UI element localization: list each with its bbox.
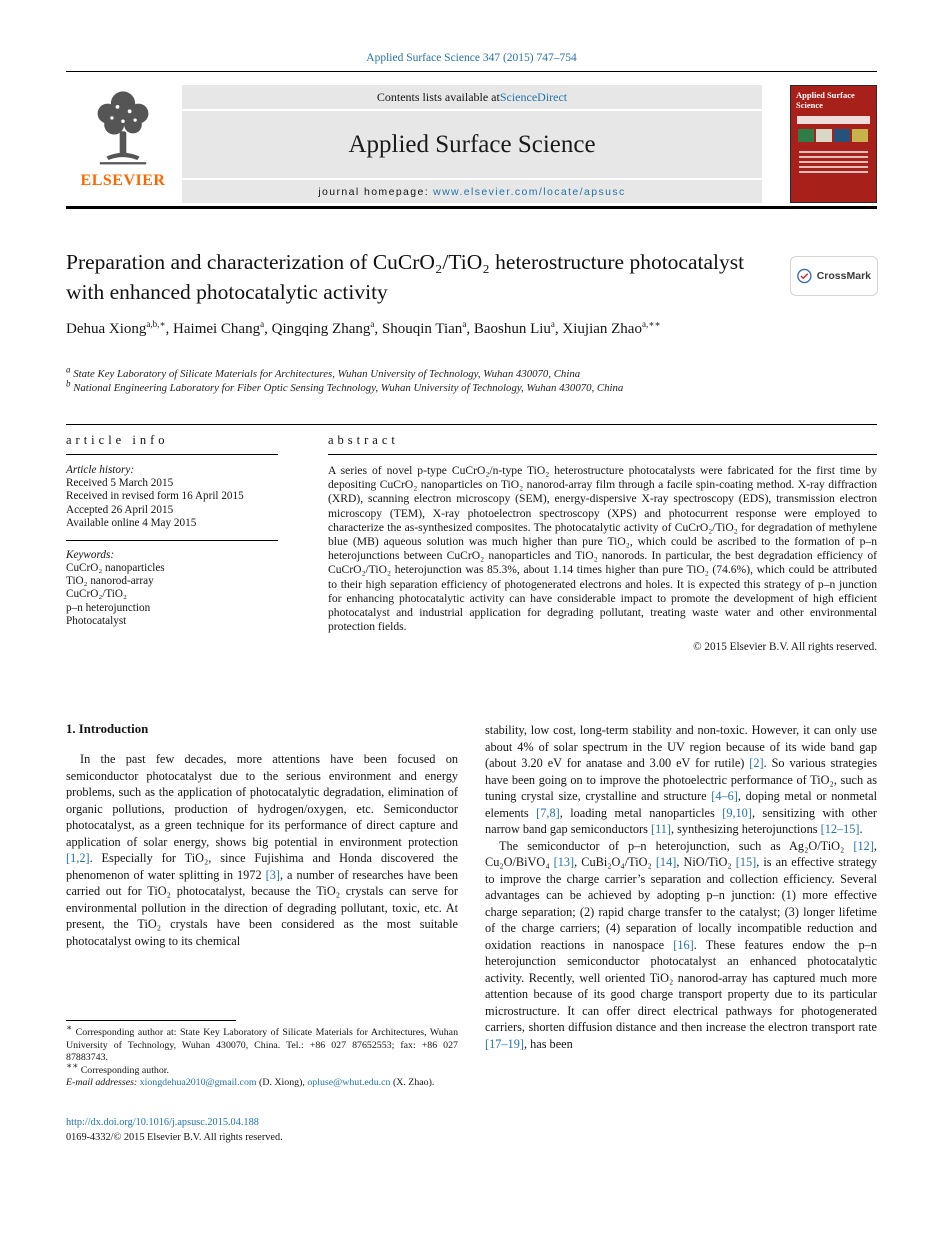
author: Dehua Xiong$^{a,b,∗}$, [66,319,174,337]
citation-link[interactable]: [7,8] [536,805,560,820]
author: Baoshun Liu$^a$, [473,319,563,337]
journal-name: Applied Surface Science [348,130,596,158]
title-rule [66,206,877,209]
article-info-column [66,425,278,653]
author: Haimei Chang$^a$, [173,319,272,337]
info-line: Accepted 26 April 2015 [66,503,174,516]
body-right-column [485,722,877,1052]
info-line: CuCrO₂/TiO₂ [66,588,127,601]
info-line: CuCrO₂ nanoparticles [66,561,165,574]
footnote-rule [66,1020,236,1021]
citation-link[interactable]: [17–19] [485,1036,524,1051]
author: Shouqin Tian$^a$, [381,319,474,337]
journal-citation[interactable]: Applied Surface Science 347 (2015) 747–754 [366,52,577,64]
citation-link[interactable]: [14] [655,855,677,869]
info-line: Received in revised form 16 April 2015 [66,490,244,503]
keywords-label: Keywords: [66,548,115,561]
homepage-prefix: journal homepage: [318,185,430,198]
info-line: Photocatalyst [66,615,127,628]
email-link-2[interactable]: opluse@whut.edu.cn [307,1077,391,1089]
article-info-header: article info [66,433,169,447]
citation-link[interactable]: [13] [553,855,575,869]
footnote-text: Corresponding author at: State Key Laboratory of Silicate Materials for Architectures, Wuhan University of Technology, Wuhan 430070, China. Tel.: +86 027 87652553; fax: +86 027 87883743. [66,1027,459,1064]
footnote-marker: ∗∗ [66,1060,79,1071]
citation-link[interactable]: [3] [265,867,280,882]
crossmark-badge[interactable] [790,256,878,296]
crossmark-icon [797,263,812,289]
citation-link[interactable]: [9,10] [722,805,752,820]
elsevier-logo[interactable] [66,85,180,203]
footnotes [66,1020,458,1090]
citation-link[interactable]: [15] [735,855,757,869]
homepage-line [182,178,762,203]
info-line: TiO₂ nanorod-array [66,575,154,588]
author-list [66,318,771,340]
citation-link[interactable]: [2] [749,756,764,770]
header-divider [66,71,877,72]
affiliations [66,364,826,395]
article-title: Preparation and characterization of CuCrO₂/TiO₂ heterostructure photocatalyst with enhanced photocatalytic activity [66,250,745,304]
citation-link[interactable]: [1,2] [66,851,90,865]
article-info-rule [66,454,278,455]
email-link-1[interactable]: xiongdehua2010@gmail.com [139,1077,257,1089]
doi-link[interactable]: http://dx.doi.org/10.1016/j.apsusc.2015.04.188 [66,1117,259,1128]
abstract-column [328,425,877,653]
crossmark-label: CrossMark [816,270,871,282]
contents-prefix: Contents lists available at [376,89,500,104]
journal-homepage-link[interactable]: www.elsevier.com/locate/apsusc [433,185,626,198]
article-body [66,722,877,1052]
citation-link[interactable]: [12–15] [820,822,860,836]
author: Xiujian Zhao$^{a,∗∗}$ [562,319,661,337]
affiliation: $^a$ State Key Laboratory of Silicate Materials for Architectures, Wuhan University of Technology, Wuhan 430070, China [66,364,581,380]
copyright-line: © 2015 Elsevier B.V. All rights reserved. [693,641,877,654]
journal-cover-art [797,116,870,196]
body-left-column [66,722,458,1052]
journal-header [66,85,877,203]
abstract-text: A series of novel p-type CuCrO₂/n-type TiO₂ heterostructure photocatalysts were fabricated for the first time by depositing CuCrO₂ nanoparticles on TiO₂ nanorod-array film through a facile spin-coating method. X-ray diffraction (XRD), scanning electron microscopy (SEM), energy-dispersive X-ray spectroscopy (EDS), transmission electron microscopy (TEM), X-ray photoelectron spectroscopy (XPS) and photocurrent response were employed to characterize the as-synthesized composites. The photocatalytic activity of CuCrO₂/TiO₂ for degradation of methylene blue (MB) aqueous solution was much higher than pure TiO₂, which could be ascribed to the formation of p–n heterojunctions between CuCrO₂ nanoparticles and TiO₂ nanorods. In particular, the best degradation efficiency of CuCrO₂/TiO₂ heterojunction was 85.3%, about 1.14 times higher than pure TiO₂ (74.6%), which could be attributed to their high separation efficiency of photogenerated electrons and holes. It is expected this strategy of p–n junction for enhancing photocatalytic activity can have considerable impact to promote the development of high efficient photocatalyst and industrial application for degrading pollutant, treating waste water and other environmental protection fields. [328,464,877,634]
footnote-marker: ∗ [66,1022,73,1033]
contents-line [182,85,762,111]
abstract-rule [328,454,877,455]
history-label: Article history: [66,464,135,476]
corresponding-author-note-2 [66,1060,458,1078]
info-abstract-section [66,424,877,653]
issn-copyright: 0169-4332/© 2015 Elsevier B.V. All rights reserved. [66,1131,283,1143]
corresponding-author-note-1 [66,1022,459,1065]
journal-banner [182,85,762,203]
author: Qingqing Zhang$^a$, [271,319,382,337]
keywords-list [66,562,278,629]
info-line: Available online 4 May 2015 [66,517,197,530]
journal-cover-title: Applied Surface Science [796,90,855,110]
email-addresses-note [66,1077,458,1090]
intro-paragraph-right-1: stability, low cost, long-term stability and non-toxic. However, it can only use about 4% of solar spectrum in the UV region because of its wide band gap (about 3.20 eV for anatase and 3.00 eV for rutile) [2]. So various strategies have been going on to improve the photoelectric performance of TiO₂, such as tuning crystal size, crystalline and structure [4–6], doping metal or nonmetal elements [7,8], loading metal nanoparticles [9,10], sensitizing with other narrow band gap semiconductors [11], synthesizing heterojunctions [12–15]. [485,723,878,836]
keywords-divider [66,540,278,541]
elsevier-tree-icon [84,87,162,171]
intro-paragraph-right-2: The semiconductor of p–n heterojunction, such as Ag₂O/TiO₂ [12], Cu₂O/BiVO₄ [13], CuBi₂O₄/TiO₂ [14], NiO/TiO₂ [15], is an effective strategy to improve the charge carrier’s separation and collection efficiency. Several advantages can be achieved by adopting p–n junction: (1) more effective charge separation; (2) rapid charge transfer to the catalyst; (3) longer lifetime of the charge carriers; (4) separation of locally incompatible reduction and oxidation reactions in nanospace [16]. These features endow the p–n heterojunction semiconductor photocatalyst an enhanced photocatalytic activity. Recently, well oriented TiO₂ nanorod-array has captured much more attention because of its good charge transport property due to its particular microstructure. It can offer direct electrical pathways for photogenerated carriers, shorten diffusion distance and then increase the electron transport rate [17–19], has been [485,838,878,1051]
email-label: E-mail addresses: [66,1077,138,1089]
section-heading-introduction: 1. Introduction [66,722,149,736]
email-suffix-1: (D. Xiong), [256,1077,308,1089]
intro-paragraph-left: In the past few decades, more attentions have been focused on semiconductor photocatalyst due to the serious environment and energy problems, such as the application of photocatalytic degradation, elimination of organic pollutions, production of hydrogen/oxygen, etc. Semiconductor photocatalyst, as a green technique for its performance of direct capture and application of solar energy, shows big potential in environment protection [1,2]. Especially for TiO₂, since Fujishima and Honda discovered the phenomenon of water splitting in 1972 [3], a number of researches have been carried out for TiO₂ photocatalyst, because the TiO₂ crystals can serve for environmental pollution in the direction of degrading pollutant, toxic, etc. At present, the TiO₂ crystals have been considered as the most suitable photocatalyst owing to its chemical [66,752,458,948]
elsevier-wordmark: ELSEVIER [80,172,166,189]
citation-link[interactable]: [12] [853,838,874,853]
citation-link[interactable]: [4–6] [711,789,738,803]
abstract-header: abstract [328,433,399,447]
doi-block [66,1116,283,1145]
email-suffix-2: (X. Zhao). [390,1077,435,1089]
history-list [66,477,278,531]
citation-link[interactable]: [11] [650,822,671,836]
footnote-text: Corresponding author. [80,1064,170,1076]
journal-cover [790,85,877,203]
affiliation: $^b$ National Engineering Laboratory for Fiber Optic Sensing Technology, Wuhan University of Technology, Wuhan 430070, China [66,377,624,394]
sciencedirect-link[interactable]: ScienceDirect [499,89,568,104]
info-line: Received 5 March 2015 [66,477,174,489]
info-line: p–n heterojunction [66,601,151,614]
citation-link[interactable]: [16] [673,937,694,952]
